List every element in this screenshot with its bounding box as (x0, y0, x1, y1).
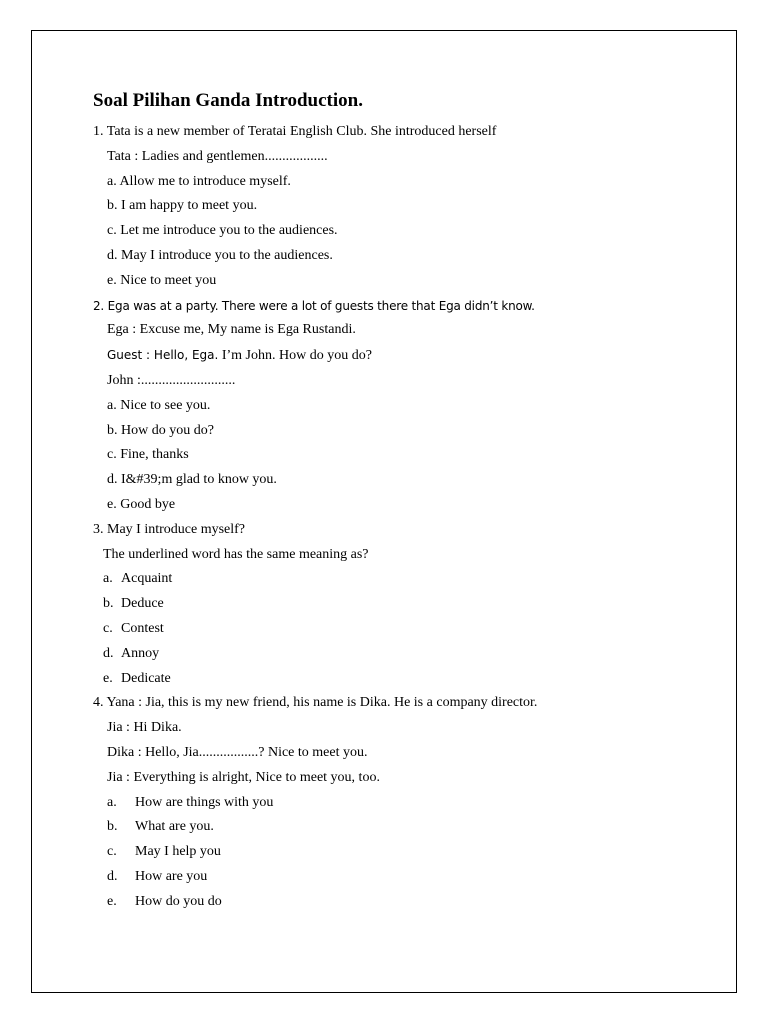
option-text: Contest (121, 620, 164, 636)
q3-option-a (93, 567, 713, 592)
option-text: How do you do (135, 893, 222, 909)
option-text: Dedicate (121, 670, 171, 686)
q4-option-d (93, 865, 713, 890)
q3-option-e (93, 667, 713, 692)
option-letter: d. (103, 645, 114, 661)
question-2-text: 2. Ega was at a party. There were a lot of guests there that Ega didn’t know. (93, 298, 535, 313)
q4-option-a (93, 791, 713, 816)
q3-option-c (93, 617, 713, 642)
q2-option-d: d. I&#39;m glad to know you. (107, 472, 277, 488)
question-4-dialog-dika: Dika : Hello, Jia.................? Nice to meet you. (107, 744, 368, 760)
option-text: What are you. (135, 819, 214, 835)
document-title: Soal Pilihan Ganda Introduction. (93, 90, 363, 111)
question-4-dialog-jia: Jia : Hi Dika. (107, 720, 182, 736)
q3-option-b (93, 592, 713, 617)
option-text: Annoy (121, 645, 160, 661)
q1-option-b: b. I am happy to meet you. (107, 198, 258, 214)
option-text: How are you (135, 868, 208, 884)
q1-option-e: e. Nice to meet you (107, 272, 217, 288)
option-text: May I help you (135, 844, 221, 860)
question-1-text: 1. Tata is a new member of Teratai English Club. She introduced herself (93, 124, 497, 139)
question-3-sub: The underlined word has the same meaning as? (103, 546, 369, 562)
question-2-dialog-john: John :........................... (107, 372, 236, 388)
guest-prefix: Guest : Hello, Ega. (107, 348, 219, 363)
option-letter: a. (103, 571, 113, 587)
option-letter: a. (107, 794, 117, 810)
q1-option-a: a. Allow me to introduce myself. (107, 173, 291, 189)
question-2-dialog-ega: Ega : Excuse me, My name is Ega Rustandi. (107, 322, 356, 338)
question-3-text: 3. May I introduce myself? (93, 521, 246, 537)
q4-option-e (93, 890, 713, 915)
q3-option-d (93, 642, 713, 667)
option-text: How are things with you (135, 794, 274, 810)
question-2-dialog-guest (93, 343, 713, 369)
q2-option-c: c. Fine, thanks (107, 447, 189, 463)
q2-option-e: e. Good bye (107, 496, 176, 512)
q4-option-b (93, 815, 713, 840)
option-letter: b. (107, 819, 118, 835)
q4-option-c (93, 840, 713, 865)
q2-option-a: a. Nice to see you. (107, 397, 211, 413)
question-4-text: 4. Yana : Jia, this is my new friend, his name is Dika. He is a company director. (93, 695, 538, 711)
option-text: Deduce (121, 596, 164, 612)
option-letter: e. (103, 670, 113, 686)
question-4-dialog-jia-2: Jia : Everything is alright, Nice to meet you, too. (107, 769, 380, 785)
option-letter: c. (103, 620, 113, 636)
q1-option-c: c. Let me introduce you to the audiences. (107, 223, 338, 239)
q1-option-d: d. May I introduce you to the audiences. (107, 247, 333, 263)
option-letter: e. (107, 893, 117, 909)
guest-rest: I’m John. How do you do? (218, 348, 372, 364)
option-letter: c. (107, 844, 117, 860)
option-letter: d. (107, 868, 118, 884)
option-letter: b. (103, 596, 114, 612)
option-text: Acquaint (121, 571, 173, 587)
question-1-dialog: Tata : Ladies and gentlemen.................. (107, 148, 328, 164)
q2-option-b: b. How do you do? (107, 422, 214, 438)
document-content (93, 88, 713, 915)
